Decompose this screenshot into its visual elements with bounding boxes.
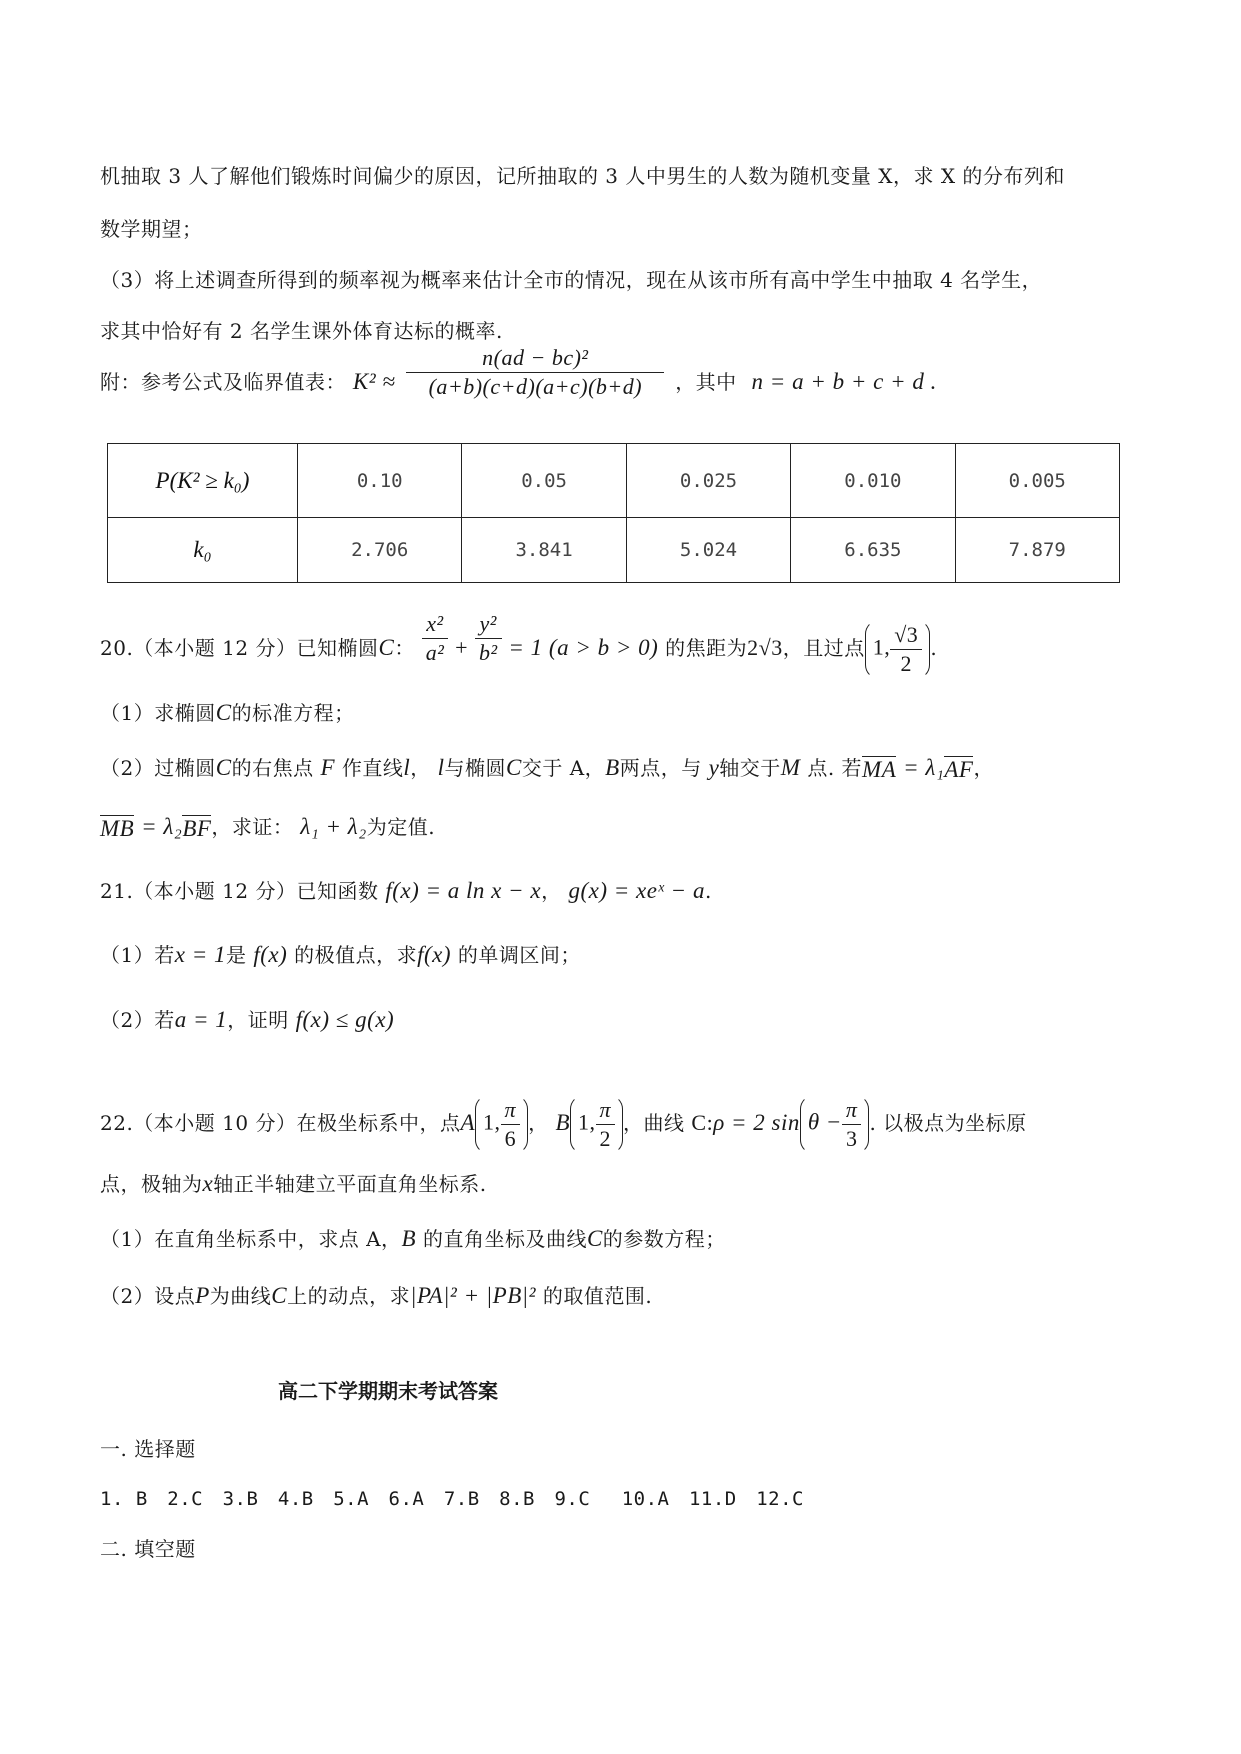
q22-pi-third: [842, 1096, 862, 1153]
q20-vector-ma: MA: [862, 757, 897, 782]
q20-end: .: [930, 636, 938, 660]
q20-y-axis: y: [708, 755, 720, 780]
q22-part2-d: 的取值范围.: [542, 1284, 653, 1308]
q20-point-x: 1,: [872, 634, 891, 660]
answers-title: 高二下学期期末考试答案: [278, 1379, 498, 1403]
q20-colon: ：: [394, 636, 415, 660]
q22-three: 3: [845, 1126, 858, 1151]
q21-inequality: f(x) ≤ g(x): [295, 1007, 395, 1032]
q20-part1-b: 的标准方程；: [231, 701, 355, 725]
q20-vector-mb: MB: [100, 816, 135, 841]
q20-x-fraction: [422, 610, 449, 667]
formula-numerator: n(ad − bc)²: [406, 344, 664, 373]
q20-part2-line2: [100, 811, 1131, 840]
q22-x-axis: x: [202, 1171, 214, 1196]
q22-pi: π: [842, 1096, 862, 1125]
q22-curve-c: C: [271, 1283, 288, 1308]
q21-end: .: [704, 879, 712, 903]
q21-part2: [100, 1004, 1131, 1033]
q22-expression: |PA|² + |PB|²: [410, 1283, 536, 1308]
q22-pi: π: [501, 1096, 521, 1125]
q22-line2: [100, 1168, 1131, 1197]
q19-line-2: 数学期望；: [100, 217, 203, 241]
q20-b2: b²: [478, 640, 498, 665]
q21-statement: [100, 875, 1131, 904]
q20-point-m: M: [780, 755, 801, 780]
q22-part2: [100, 1280, 1131, 1309]
formula-suffix: ，其中: [675, 370, 737, 394]
q20-point-y: [890, 621, 922, 678]
q22-sin-argument: [800, 1095, 870, 1154]
q20-part2-f: 交于 A，: [521, 756, 606, 780]
table-cell: 0.10: [298, 444, 462, 518]
q22-part2-b: 为曲线: [209, 1284, 272, 1308]
q20-passes-text: ，且过点: [782, 636, 865, 660]
q20-eq1: = λ₁: [903, 755, 945, 780]
q20-part2-j: ，求证：: [211, 815, 294, 839]
table-cell: 5.024: [626, 518, 790, 583]
q22-curve-label: C:: [691, 1110, 714, 1135]
q21-x-value: x = 1: [174, 942, 226, 967]
q22-curve-text: ，曲线: [623, 1111, 685, 1135]
q21-g-definition: g(x) = xeˣ − a: [568, 878, 705, 903]
q20-sqrt3: √3: [890, 621, 922, 650]
q19-line-4: 求其中恰好有 2 名学生课外体育达标的概率.: [100, 319, 503, 343]
q20-condition: = 1 (a > b > 0): [508, 635, 659, 660]
q20-head: 20.（本小题 12 分）已知椭圆: [100, 636, 379, 660]
q20-part2-c: 作直线: [341, 756, 404, 780]
formula-prefix: 附：参考公式及临界值表：: [100, 370, 346, 394]
q20-ellipse-label: C: [378, 635, 395, 660]
q22-point-a: A: [460, 1110, 476, 1135]
q22-point-p: P: [195, 1283, 210, 1308]
q21-separator: ，: [541, 879, 562, 903]
table-cell: 0.025: [626, 444, 790, 518]
section-choice-heading: 一. 选择题: [100, 1437, 196, 1461]
q19-line-1: 机抽取 3 人了解他们锻炼时间偏少的原因，记所抽取的 3 人中男生的人数为随机变量 X，求 X 的分布列和: [100, 164, 1065, 188]
q20-part2: [100, 752, 1131, 781]
table-row-label: P(K² ≥ k₀): [108, 444, 298, 518]
table-row-label: k₀: [108, 518, 298, 583]
q20-vector-bf: BF: [182, 816, 212, 841]
q20-focus-label: F: [320, 755, 335, 780]
formula-lhs: K² ≈: [352, 369, 396, 394]
q22-part1-a: （1）在直角坐标系中，求点 A，: [100, 1227, 402, 1251]
q20-part1: [100, 697, 1131, 726]
table-row: [108, 444, 1120, 518]
formula-denominator: (a+b)(c+d)(a+c)(b+d): [428, 374, 643, 399]
q21-f-definition: f(x) = a ln x − x: [385, 878, 542, 903]
q20-two: 2: [900, 651, 913, 676]
q22-line2-b: 轴正半轴建立平面直角坐标系.: [213, 1172, 487, 1196]
q22-point-b-coords: [570, 1095, 623, 1154]
q21-fx: f(x): [253, 942, 288, 967]
q20-part2-g: 两点，与: [619, 756, 702, 780]
q20-part2-i: 点. 若: [807, 756, 863, 780]
formula-fraction: [406, 344, 664, 401]
q21-part1-c: 的极值点，求: [294, 943, 418, 967]
q20-a2: a²: [425, 640, 445, 665]
q22-curve-c: C: [586, 1226, 603, 1251]
q22-point-a-coords: [475, 1095, 528, 1154]
q22-two: 2: [599, 1126, 612, 1151]
table-cell: 0.010: [791, 444, 955, 518]
q20-line-label: l: [437, 755, 445, 780]
q20-part2-b: 的右焦点: [231, 756, 314, 780]
q22-pi: π: [596, 1096, 616, 1125]
q22-part1-b: 的直角坐标及曲线: [422, 1227, 587, 1251]
q20-y-fraction: [475, 610, 502, 667]
q22-part1: [100, 1223, 1131, 1252]
q22-angle-a: [501, 1096, 521, 1153]
choice-answers: 1. B 2.C 3.B 4.B 5.A 6.A 7.B 8.B 9.C 10.A 11.D 12.C: [100, 1488, 804, 1510]
table-cell: 6.635: [791, 518, 955, 583]
q22-comma: ，: [528, 1111, 549, 1135]
q22-line2-a: 点，极轴为: [100, 1172, 203, 1196]
table-cell: 2.706: [298, 518, 462, 583]
q20-point-b: B: [605, 755, 620, 780]
q21-part2-a: （2）若: [100, 1008, 175, 1032]
q22-tail: . 以极点为坐标原: [869, 1111, 1027, 1135]
q20-part2-d: ，: [410, 756, 431, 780]
q20-line-label: l: [403, 755, 411, 780]
table-cell: 3.841: [462, 518, 626, 583]
q20-point: [865, 620, 931, 679]
q21-part1-a: （1）若: [100, 943, 175, 967]
q22-part1-c: 的参数方程；: [602, 1227, 726, 1251]
q21-part1-d: 的单调区间；: [457, 943, 581, 967]
q20-ellipse-label: C: [506, 755, 522, 780]
q22-radius: 1,: [578, 1109, 596, 1135]
q21-part2-b: ，证明: [227, 1008, 289, 1032]
q22-point-b: B: [401, 1226, 417, 1251]
q20-ellipse-label: C: [215, 755, 232, 780]
q20-part2-a: （2）过椭圆: [100, 756, 216, 780]
q20-comma: ，: [973, 756, 994, 780]
q22-angle-b: [596, 1096, 616, 1153]
q20-eq2: = λ₂: [141, 814, 183, 839]
q20-focal-value: 2√3: [747, 635, 783, 660]
q20-statement: 20.（本小题 12 分）已知椭圆C： $\frac{\text{x²}}{\text{a²}}$ + $\frac{\text{y²}}{\text{b²}}$ = 1 (a > b > 0) 的焦距为2√3，且过点 1, $\frac{√3}{2}$ .: [100, 620, 1131, 679]
q20-ellipse-label: C: [215, 700, 232, 725]
q22-theta: θ −: [807, 1109, 842, 1135]
q20-part2-k: 为定值.: [366, 815, 436, 839]
q22-point-b: B: [555, 1110, 570, 1135]
q20-part1-a: （1）求椭圆: [100, 701, 216, 725]
table-cell: 7.879: [955, 518, 1119, 583]
critical-value-table: [107, 443, 1120, 583]
table-cell: 0.005: [955, 444, 1119, 518]
q21-part1-b: 是: [225, 943, 247, 967]
q21-head: 21.（本小题 12 分）已知函数: [100, 879, 379, 903]
q22-head: 22.（本小题 10 分）在极坐标系中，点: [100, 1111, 461, 1135]
q20-x2: x²: [422, 610, 449, 639]
q22-statement: [100, 1095, 1131, 1154]
q21-a-value: a = 1: [174, 1007, 228, 1032]
q20-vector-af: AF: [944, 757, 974, 782]
q22-part2-a: （2）设点: [100, 1284, 196, 1308]
q19-part3: （3）将上述调查所得到的频率视为概率来估计全市的情况，现在从该市所有高中学生中抽取 4 名学生，: [100, 268, 1043, 292]
formula-line: [100, 345, 1131, 401]
q20-lambda-sum: λ₁ + λ₂: [300, 814, 367, 839]
q22-part2-c: 上的动点，求: [287, 1284, 411, 1308]
q20-part2-e: 与椭圆: [444, 756, 506, 780]
q22-rho: ρ = 2 sin: [713, 1110, 800, 1135]
q22-six: 6: [504, 1126, 517, 1151]
table-row: [108, 518, 1120, 583]
formula-n-def: n = a + b + c + d .: [751, 369, 937, 394]
q21-fx: f(x): [417, 942, 452, 967]
q21-part1: [100, 939, 1131, 968]
q20-part2-h: 轴交于: [719, 756, 781, 780]
q20-focal-text: 的焦距为: [665, 636, 748, 660]
table-cell: 0.05: [462, 444, 626, 518]
q20-y2: y²: [475, 610, 502, 639]
section-fill-heading: 二. 填空题: [100, 1537, 196, 1561]
q22-radius: 1,: [483, 1109, 501, 1135]
